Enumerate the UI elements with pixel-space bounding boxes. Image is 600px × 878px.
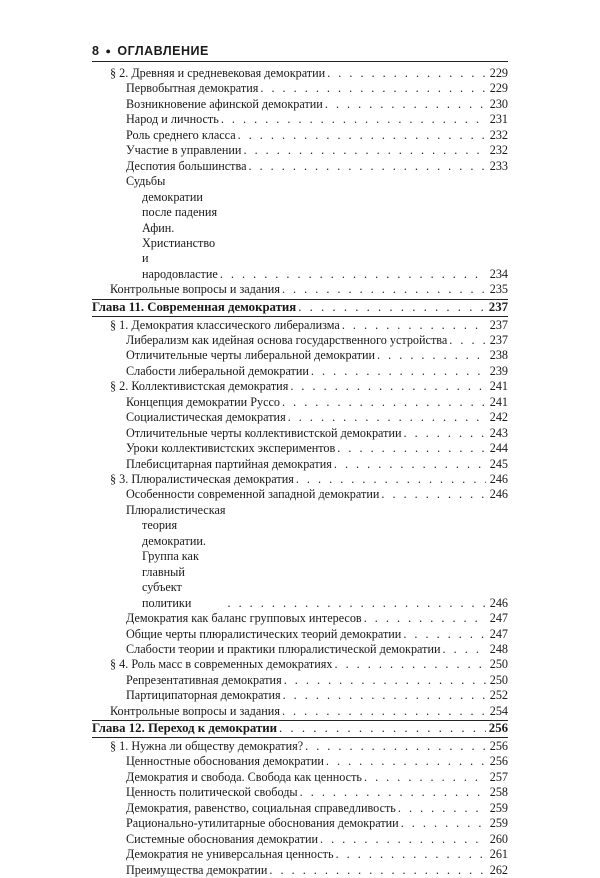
toc-entry-title: Репрезентативная демократия	[126, 672, 282, 687]
leader-dots	[300, 785, 486, 800]
leader-dots	[311, 364, 486, 379]
toc-entry-title: § 2. Древняя и средневековая демократии	[110, 66, 326, 80]
toc-page-number: 246	[489, 487, 508, 502]
toc-subsection	[92, 81, 508, 96]
toc-entry-title: Первобытная демократия	[126, 81, 259, 96]
leader-dots	[283, 688, 486, 703]
toc-page-number: 257	[489, 769, 508, 784]
toc-page-number: 229	[489, 66, 508, 80]
toc-subsection	[92, 395, 508, 410]
toc-entry-title: § 2. Коллективистская демократия	[110, 379, 289, 394]
leader-dots	[260, 81, 486, 96]
leader-dots	[342, 318, 486, 333]
toc-page-number: 252	[489, 688, 508, 703]
toc-entry-title: Либерализм как идейная основа государственного устройства	[126, 332, 448, 347]
toc-entry-title: Возникновение афинской демократии	[126, 96, 323, 111]
toc-entry-title: Демократия, равенство, социальная справедливость	[126, 800, 396, 815]
leader-dots	[282, 395, 486, 410]
toc-subsection	[92, 128, 508, 143]
toc-section	[92, 318, 508, 333]
bullet-icon: ●	[105, 46, 112, 56]
leader-dots	[334, 457, 486, 472]
toc-page-number: 259	[489, 800, 508, 815]
leader-dots	[401, 816, 486, 831]
toc-subsection	[92, 673, 508, 688]
toc-subsection	[92, 754, 508, 769]
toc-entry-title: Слабости теории и практики плюралистической демократии	[126, 642, 441, 657]
toc-page-number: 237	[489, 332, 508, 347]
toc-page-number: 260	[489, 831, 508, 846]
leader-dots	[284, 673, 486, 688]
leader-dots	[398, 801, 486, 816]
leader-dots	[305, 739, 486, 754]
leader-dots	[238, 128, 486, 143]
leader-dots	[449, 333, 486, 348]
toc-subsection	[92, 410, 508, 425]
toc-page-number: 250	[489, 657, 508, 672]
toc-page-number: 237	[488, 299, 508, 314]
toc-chapter	[92, 720, 508, 738]
toc-entry-title: Отличительные черты либеральной демократии	[126, 348, 376, 363]
toc-entry-title: Отличительные черты коллективистской демократии	[126, 425, 402, 440]
toc-page-number: 244	[489, 441, 508, 456]
leader-dots	[325, 97, 486, 112]
toc-page-number: 237	[489, 317, 508, 332]
leader-dots	[337, 441, 486, 456]
leader-dots	[298, 300, 486, 316]
toc-subsection	[92, 503, 508, 611]
toc-page-number: 261	[489, 847, 508, 862]
toc-entry-title: § 4. Роль масс в современных демократиях	[110, 657, 333, 672]
toc-subsection	[92, 426, 508, 441]
toc-entry-title: Плебисцитарная партийная демократия	[126, 456, 332, 471]
toc-subsection	[92, 847, 508, 862]
toc-entry-title: § 1. Демократия классического либерализма	[110, 317, 340, 332]
leader-dots	[290, 379, 486, 394]
toc-page-number: 243	[489, 425, 508, 440]
leader-dots	[279, 721, 486, 737]
toc-entry-title: Демократия не универсальная ценность	[126, 847, 334, 862]
toc-page-number: 248	[489, 642, 508, 657]
toc-page-number: 241	[489, 394, 508, 409]
toc-entry-title: Особенности современной западной демократии	[126, 487, 380, 502]
toc-subsection	[92, 457, 508, 472]
toc-page-number: 241	[489, 379, 508, 394]
toc-subsection	[92, 627, 508, 642]
toc-page-number: 256	[489, 754, 508, 769]
toc-subsection	[92, 97, 508, 112]
toc-section	[92, 657, 508, 672]
toc-entry-title: Деспотия большинства	[126, 158, 247, 173]
toc-page-number: 254	[489, 703, 508, 718]
toc-entry-title: Ценностные обоснования демократии	[126, 754, 324, 769]
toc-subsection	[92, 611, 508, 626]
running-title: ОГЛАВЛЕНИЕ	[117, 44, 209, 58]
toc-page-number: 246	[489, 472, 508, 487]
toc-section	[92, 472, 508, 487]
toc-subsection	[92, 333, 508, 348]
toc-entry-title: Демократия и свобода. Свобода как ценность	[126, 769, 362, 784]
toc-section	[92, 739, 508, 754]
toc-section	[92, 66, 508, 81]
toc-page-number: 262	[489, 862, 508, 877]
toc-page-number: 232	[489, 127, 508, 142]
leader-dots	[221, 112, 486, 127]
toc-page-number: 238	[489, 348, 508, 363]
leader-dots	[282, 282, 486, 297]
toc-subsection	[92, 348, 508, 363]
toc-entry-title: Системные обоснования демократии	[126, 831, 318, 846]
toc-subsection	[92, 832, 508, 847]
toc-page-number: 247	[489, 626, 508, 641]
page-number: 8	[92, 44, 100, 58]
toc-subsection	[92, 816, 508, 831]
toc-subsection	[92, 159, 508, 174]
toc-subsection	[92, 688, 508, 703]
leader-dots	[288, 410, 486, 425]
toc-entry-title: Партиципаторная демократия	[126, 688, 281, 703]
toc-page-number: 256	[489, 738, 508, 753]
leader-dots	[220, 267, 486, 282]
running-header	[92, 41, 508, 62]
toc-entry-title: Концепция демократии Руссо	[126, 394, 281, 409]
toc-entry-title: Участие в управлении	[126, 143, 242, 158]
toc-page-number: 235	[489, 282, 508, 297]
toc-page-number: 247	[489, 611, 508, 626]
toc-subsection	[92, 441, 508, 456]
toc-subsection	[92, 364, 508, 379]
toc-page-number: 232	[489, 143, 508, 158]
toc-entry-title: § 3. Плюралистическая демократия	[110, 472, 294, 487]
toc-entry-title: Преимущества демократии	[126, 862, 268, 877]
leader-dots	[243, 143, 486, 158]
leader-dots	[364, 611, 486, 626]
toc-page-number: 246	[489, 595, 508, 610]
toc-subsection	[92, 863, 508, 878]
leader-dots	[327, 66, 486, 81]
toc-entry-title: Народ и личность	[126, 112, 219, 127]
leader-dots	[364, 770, 486, 785]
toc-entry-title: § 1. Нужна ли обществу демократия?	[110, 738, 304, 753]
toc-section	[92, 704, 508, 719]
toc-entry-title: Демократия как баланс групповых интересов	[126, 611, 362, 626]
leader-dots	[403, 627, 486, 642]
toc-entry-title: Глава 12. Переход к демократии	[92, 721, 278, 736]
toc-entry-title: Уроки коллективистских экспериментов	[126, 441, 336, 456]
leader-dots	[248, 159, 486, 174]
leader-dots	[320, 832, 486, 847]
leader-dots	[282, 704, 486, 719]
toc-page-number: 250	[489, 672, 508, 687]
toc-page-number: 239	[489, 363, 508, 378]
leader-dots	[443, 642, 486, 657]
toc-section	[92, 282, 508, 297]
toc-entry-title: Рационально-утилитарные обоснования демократии	[126, 816, 399, 831]
toc-subsection	[92, 143, 508, 158]
table-of-contents	[92, 66, 508, 878]
toc-entry-title: Социалистическая демократия	[126, 410, 286, 425]
toc-page-number: 242	[489, 410, 508, 425]
toc-section	[92, 379, 508, 394]
toc-subsection	[92, 487, 508, 502]
toc-subsection	[92, 770, 508, 785]
leader-dots	[336, 847, 486, 862]
toc-page-number: 234	[489, 266, 508, 281]
toc-page-number: 256	[488, 721, 508, 736]
toc-page-number: 230	[489, 96, 508, 111]
toc-entry-title: Глава 11. Современная демократия	[92, 299, 297, 314]
toc-entry-title: Слабости либеральной демократии	[126, 363, 309, 378]
toc-subsection	[92, 174, 508, 282]
toc-page-number: 245	[489, 456, 508, 471]
leader-dots	[381, 487, 486, 502]
toc-page-number: 258	[489, 785, 508, 800]
leader-dots	[377, 348, 486, 363]
toc-entry-title: Общие черты плюралистических теорий демократии	[126, 626, 402, 641]
leader-dots	[404, 426, 486, 441]
toc-page-number: 229	[489, 81, 508, 96]
toc-page-number: 231	[489, 112, 508, 127]
toc-entry-title: Плюралистическая теория демократии. Группа как главный субъект политики	[126, 502, 226, 610]
toc-page-number: 233	[489, 158, 508, 173]
toc-entry-title: Роль среднего класса	[126, 127, 236, 142]
leader-dots	[227, 596, 486, 611]
toc-entry-title: Контрольные вопросы и задания	[110, 703, 280, 718]
toc-subsection	[92, 112, 508, 127]
toc-entry-title: Ценность политической свободы	[126, 785, 298, 800]
toc-subsection	[92, 801, 508, 816]
toc-chapter	[92, 299, 508, 317]
toc-entry-title: Судьбы демократии после падения Афин. Христианство и народовластие	[126, 174, 218, 281]
leader-dots	[296, 472, 486, 487]
leader-dots	[326, 754, 486, 769]
leader-dots	[334, 657, 486, 672]
toc-page-number: 259	[489, 816, 508, 831]
toc-subsection	[92, 785, 508, 800]
leader-dots	[269, 863, 486, 878]
toc-entry-title: Контрольные вопросы и задания	[110, 282, 280, 297]
toc-subsection	[92, 642, 508, 657]
